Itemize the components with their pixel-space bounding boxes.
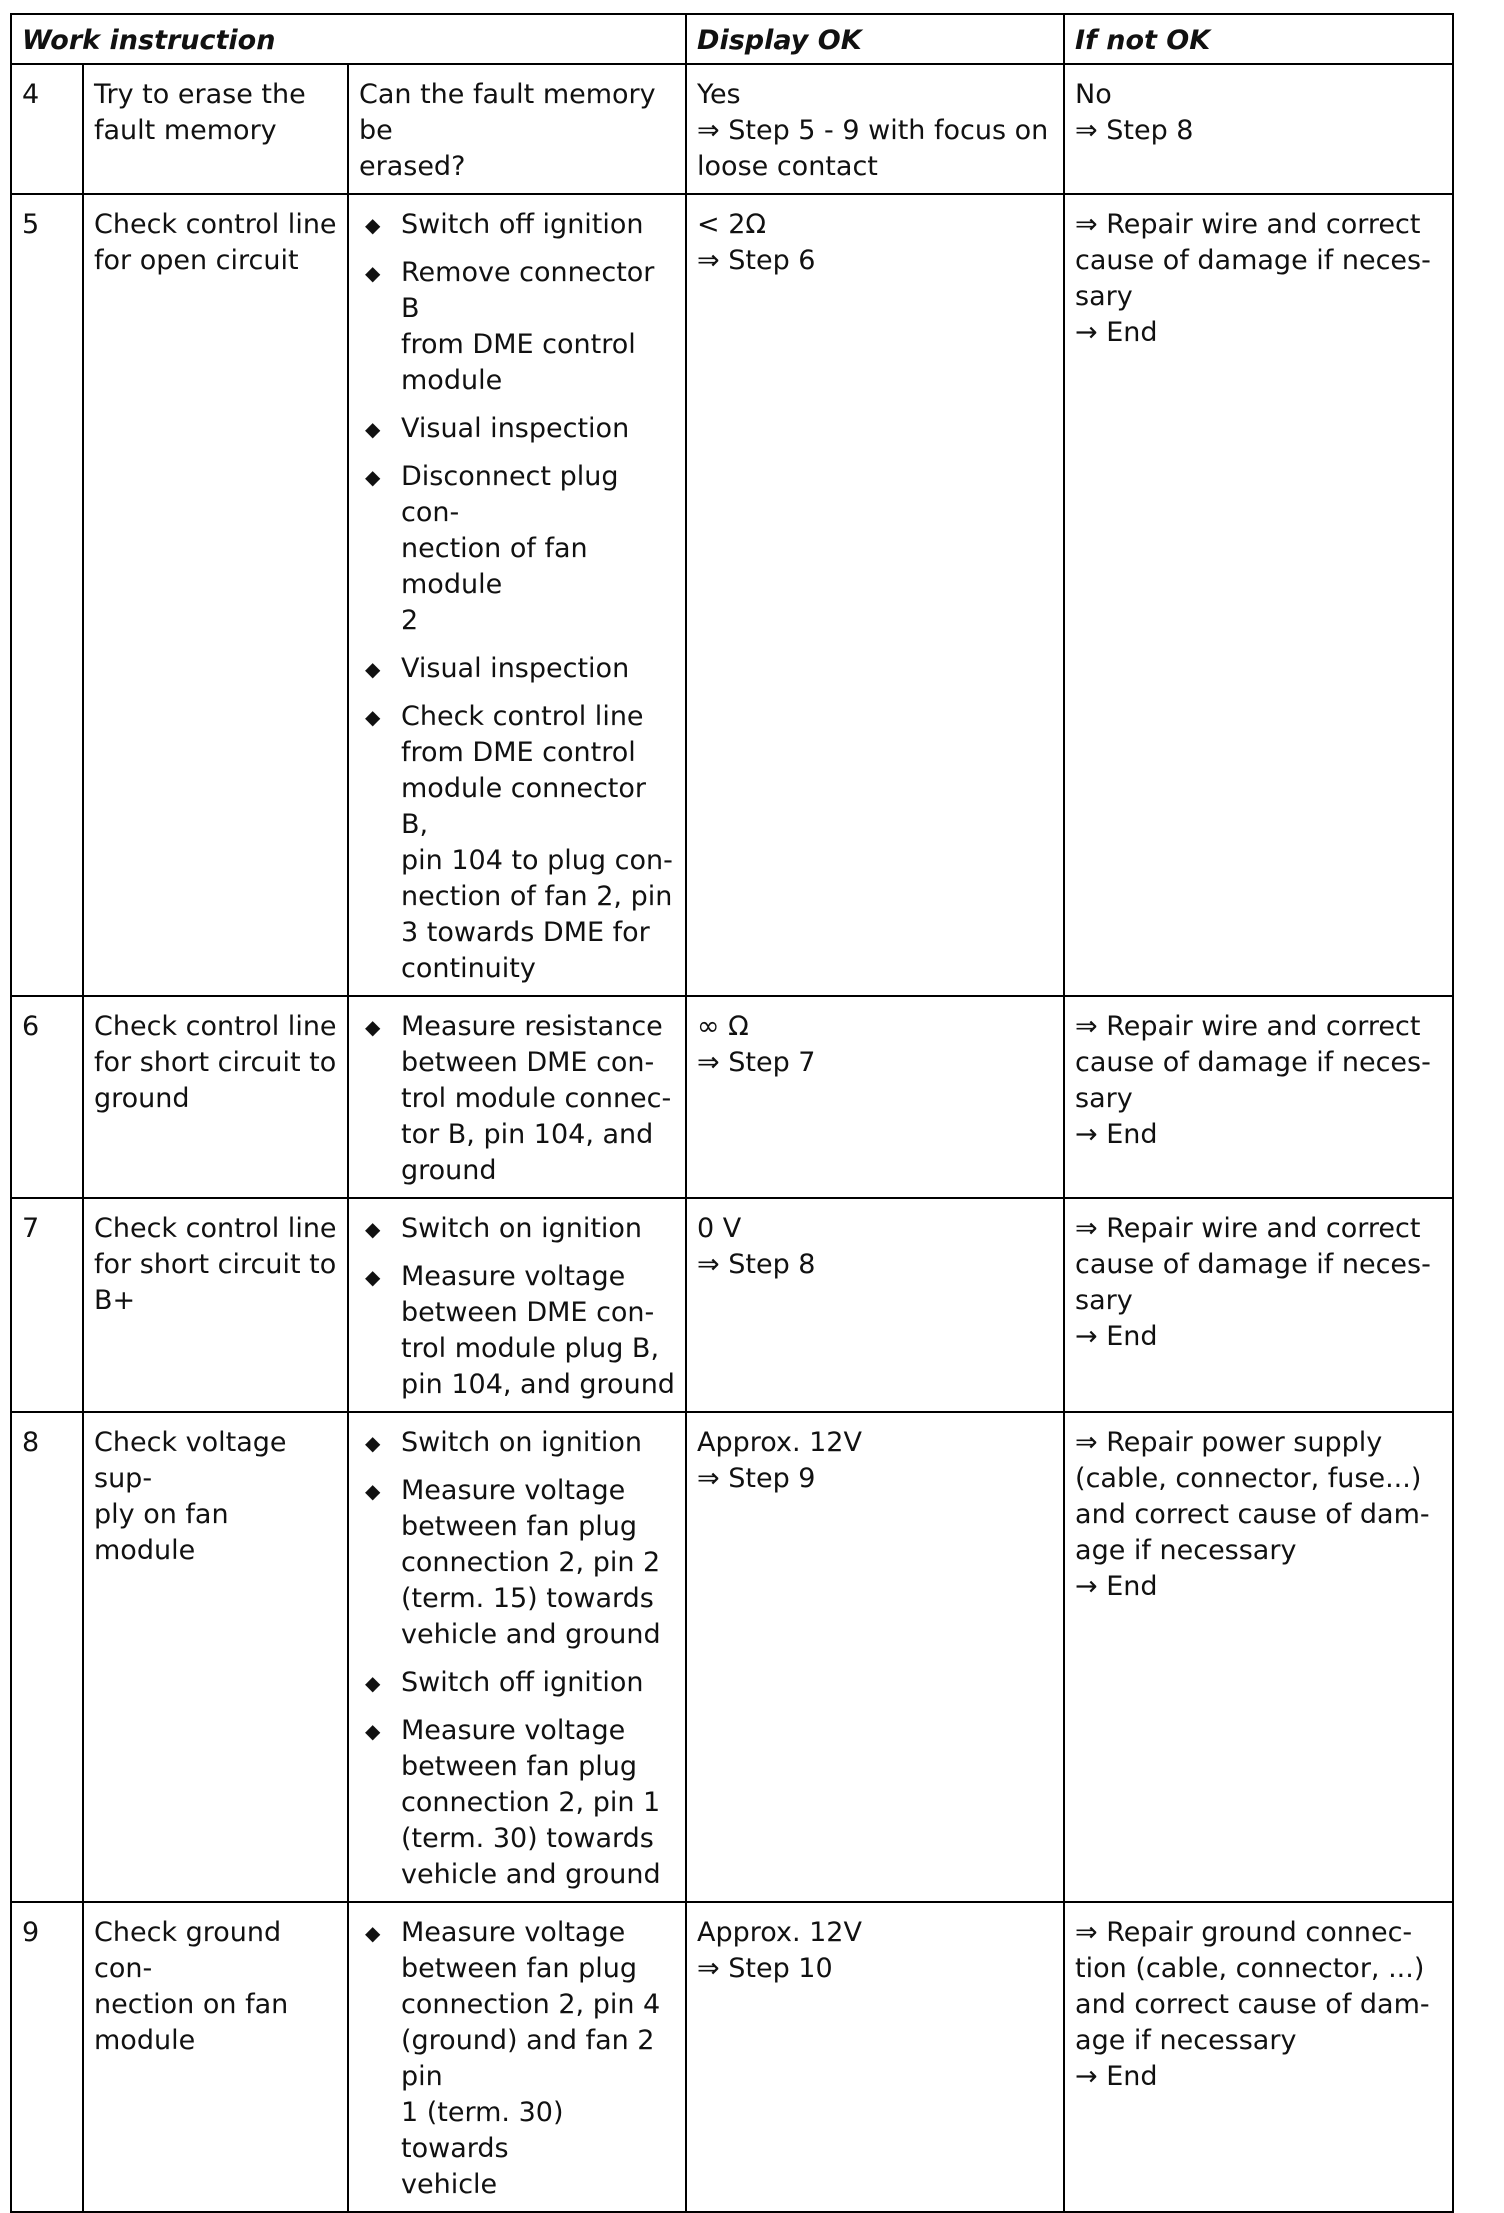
diamond-bullet-icon: ◆	[365, 705, 381, 729]
action-item-line: connection 2, pin 1	[401, 1787, 661, 1818]
step-actions	[348, 1902, 686, 2212]
if-not-ok-cell	[1064, 996, 1453, 1198]
display-ok-line: Yes	[697, 79, 741, 110]
step-title-line: Check voltage sup-	[94, 1427, 287, 1494]
action-item-line: from DME control	[401, 329, 636, 360]
display-ok-cell	[686, 1412, 1064, 1902]
action-item-line: Visual inspection	[401, 653, 630, 684]
step-actions	[348, 194, 686, 996]
display-ok-line: ∞ Ω	[697, 1011, 749, 1042]
action-item	[359, 699, 675, 987]
display-ok-cell	[686, 996, 1064, 1198]
action-item-line: ground	[401, 1155, 497, 1186]
step-title-line: ply on fan module	[94, 1499, 229, 1566]
header-work-instruction: Work instruction	[11, 14, 686, 64]
display-ok-line: ⇒ Step 8	[697, 1249, 816, 1280]
action-text-line: erased?	[359, 151, 466, 182]
action-item	[359, 207, 675, 243]
step-number: 7	[11, 1198, 83, 1412]
action-item-line: vehicle and ground	[401, 1859, 661, 1890]
display-ok-cell	[686, 194, 1064, 996]
action-item	[359, 255, 675, 399]
action-item-line: between fan plug	[401, 1511, 637, 1542]
action-item-line: module	[401, 365, 503, 396]
diamond-bullet-icon: ◆	[365, 1431, 381, 1455]
diamond-bullet-icon: ◆	[365, 1719, 381, 1743]
if-not-ok-line: ⇒ Repair power supply	[1075, 1427, 1383, 1458]
action-item-line: connection 2, pin 4	[401, 1989, 661, 2020]
action-item-line: between DME con-	[401, 1047, 655, 1078]
step-number: 5	[11, 194, 83, 996]
if-not-ok-cell	[1064, 1198, 1453, 1412]
if-not-ok-line: cause of damage if neces-	[1075, 245, 1431, 276]
step-title-line: for short circuit to	[94, 1249, 337, 1280]
if-not-ok-line: and correct cause of dam-	[1075, 1499, 1430, 1530]
display-ok-line: ⇒ Step 10	[697, 1953, 833, 1984]
display-ok-line: ⇒ Step 7	[697, 1047, 816, 1078]
display-ok-line: Approx. 12V	[697, 1917, 862, 1948]
step-title	[83, 1902, 348, 2212]
if-not-ok-line: No	[1075, 79, 1112, 110]
work-instruction-table	[10, 13, 1454, 2213]
step-title	[83, 996, 348, 1198]
diamond-bullet-icon: ◆	[365, 657, 381, 681]
step-title-line: fault memory	[94, 115, 277, 146]
action-item	[359, 1259, 675, 1403]
step-actions	[348, 1412, 686, 1902]
if-not-ok-cell	[1064, 1412, 1453, 1902]
action-item-line: 3 towards DME for	[401, 917, 650, 948]
action-item	[359, 459, 675, 639]
header-display-ok: Display OK	[686, 14, 1064, 64]
if-not-ok-line: ⇒ Repair wire and correct	[1075, 209, 1421, 240]
step-title-line: for short circuit to	[94, 1047, 337, 1078]
action-item-line: nection of fan 2, pin	[401, 881, 673, 912]
display-ok-line: ⇒ Step 6	[697, 245, 816, 276]
action-item-line: Switch on ignition	[401, 1427, 643, 1458]
if-not-ok-line: cause of damage if neces-	[1075, 1047, 1431, 1078]
action-list	[359, 207, 675, 987]
if-not-ok-line: ⇒ Step 8	[1075, 115, 1194, 146]
diamond-bullet-icon: ◆	[365, 1671, 381, 1695]
action-item-line: Measure resistance	[401, 1011, 663, 1042]
if-not-ok-line: (cable, connector, fuse...)	[1075, 1463, 1422, 1494]
action-item-line: Switch on ignition	[401, 1213, 643, 1244]
if-not-ok-line: cause of damage if neces-	[1075, 1249, 1431, 1280]
step-title-line: Check control line	[94, 209, 337, 240]
if-not-ok-line: → End	[1075, 1571, 1158, 1602]
action-item-line: module connector B,	[401, 773, 647, 840]
step-title-line: B+	[94, 1285, 136, 1316]
action-item-line: Visual inspection	[401, 413, 630, 444]
if-not-ok-line: → End	[1075, 2061, 1158, 2092]
if-not-ok-line: ⇒ Repair wire and correct	[1075, 1213, 1421, 1244]
diamond-bullet-icon: ◆	[365, 213, 381, 237]
display-ok-line: ⇒ Step 5 - 9 with focus on	[697, 115, 1049, 146]
action-list	[359, 1211, 675, 1403]
diamond-bullet-icon: ◆	[365, 1921, 381, 1945]
step-number: 8	[11, 1412, 83, 1902]
step-title-line: Check ground con-	[94, 1917, 282, 1984]
if-not-ok-line: → End	[1075, 1321, 1158, 1352]
table-row	[11, 64, 1453, 194]
action-item-line: tor B, pin 104, and	[401, 1119, 654, 1150]
table-row	[11, 1198, 1453, 1412]
if-not-ok-line: tion (cable, connector, ...)	[1075, 1953, 1425, 1984]
action-item	[359, 1425, 675, 1461]
if-not-ok-cell	[1064, 194, 1453, 996]
action-item	[359, 1009, 675, 1189]
if-not-ok-line: age if necessary	[1075, 2025, 1297, 2056]
action-item-line: trol module connec-	[401, 1083, 672, 1114]
step-title	[83, 194, 348, 996]
action-item	[359, 1713, 675, 1893]
action-item-line: Check control line	[401, 701, 644, 732]
action-item-line: Measure voltage	[401, 1715, 626, 1746]
action-item	[359, 1665, 675, 1701]
action-item-line: Measure voltage	[401, 1917, 626, 1948]
step-title-line: Check control line	[94, 1011, 337, 1042]
step-title	[83, 1412, 348, 1902]
table-row	[11, 1902, 1453, 2212]
diamond-bullet-icon: ◆	[365, 1015, 381, 1039]
action-item	[359, 1473, 675, 1653]
action-item-line: (ground) and fan 2 pin	[401, 2025, 655, 2092]
if-not-ok-cell	[1064, 64, 1453, 194]
action-list	[359, 1915, 675, 2203]
action-item	[359, 1915, 675, 2203]
if-not-ok-line: ⇒ Repair ground connec-	[1075, 1917, 1413, 1948]
diamond-bullet-icon: ◆	[365, 465, 381, 489]
step-title-line: Try to erase the	[94, 79, 306, 110]
if-not-ok-line: → End	[1075, 1119, 1158, 1150]
action-item-line: between fan plug	[401, 1953, 637, 1984]
step-title-line: Check control line	[94, 1213, 337, 1244]
step-title	[83, 64, 348, 194]
if-not-ok-line: age if necessary	[1075, 1535, 1297, 1566]
diamond-bullet-icon: ◆	[365, 261, 381, 285]
action-item	[359, 1211, 675, 1247]
action-item-line: Measure voltage	[401, 1475, 626, 1506]
display-ok-cell	[686, 1198, 1064, 1412]
step-title-line: ground	[94, 1083, 190, 1114]
action-item-line: Switch off ignition	[401, 209, 644, 240]
action-item-line: pin 104, and ground	[401, 1369, 675, 1400]
step-actions	[348, 1198, 686, 1412]
action-item	[359, 411, 675, 447]
step-actions	[348, 64, 686, 194]
display-ok-line: ⇒ Step 9	[697, 1463, 816, 1494]
table-header-row	[11, 14, 1453, 64]
if-not-ok-line: ⇒ Repair wire and correct	[1075, 1011, 1421, 1042]
step-actions	[348, 996, 686, 1198]
if-not-ok-line: sary	[1075, 1285, 1133, 1316]
table-row	[11, 1412, 1453, 1902]
action-item-line: between fan plug	[401, 1751, 637, 1782]
action-item-line: Disconnect plug con-	[401, 461, 619, 528]
action-item-line: 2	[401, 605, 419, 636]
display-ok-line: loose contact	[697, 151, 878, 182]
table-row	[11, 194, 1453, 996]
step-number: 6	[11, 996, 83, 1198]
step-title-line: for open circuit	[94, 245, 299, 276]
display-ok-cell	[686, 1902, 1064, 2212]
action-item-line: (term. 30) towards	[401, 1823, 654, 1854]
diamond-bullet-icon: ◆	[365, 1217, 381, 1241]
diamond-bullet-icon: ◆	[365, 1265, 381, 1289]
display-ok-cell	[686, 64, 1064, 194]
action-item-line: nection of fan module	[401, 533, 588, 600]
action-item-line: Measure voltage	[401, 1261, 626, 1292]
action-item-line: from DME control	[401, 737, 636, 768]
step-title-line: nection on fan	[94, 1989, 289, 2020]
action-text-line: Can the fault memory be	[359, 79, 656, 146]
action-item-line: connection 2, pin 2	[401, 1547, 661, 1578]
diamond-bullet-icon: ◆	[365, 1479, 381, 1503]
action-item-line: 1 (term. 30) towards	[401, 2097, 564, 2164]
if-not-ok-line: → End	[1075, 317, 1158, 348]
diamond-bullet-icon: ◆	[365, 417, 381, 441]
action-item	[359, 651, 675, 687]
action-item-line: pin 104 to plug con-	[401, 845, 673, 876]
header-if-not-ok: If not OK	[1064, 14, 1453, 64]
step-number: 4	[11, 64, 83, 194]
action-item-line: Switch off ignition	[401, 1667, 644, 1698]
action-item-line: (term. 15) towards	[401, 1583, 654, 1614]
action-item-line: Remove connector B	[401, 257, 655, 324]
if-not-ok-line: sary	[1075, 281, 1133, 312]
action-item-line: vehicle and ground	[401, 1619, 661, 1650]
if-not-ok-cell	[1064, 1902, 1453, 2212]
table-row	[11, 996, 1453, 1198]
action-item-line: trol module plug B,	[401, 1333, 660, 1364]
action-item-line: vehicle	[401, 2169, 498, 2200]
table-body	[11, 64, 1453, 2212]
action-item-line: continuity	[401, 953, 536, 984]
step-title-line: module	[94, 2025, 196, 2056]
display-ok-line: < 2Ω	[697, 209, 767, 240]
action-list	[359, 1009, 675, 1189]
if-not-ok-line: sary	[1075, 1083, 1133, 1114]
action-item-line: between DME con-	[401, 1297, 655, 1328]
step-number: 9	[11, 1902, 83, 2212]
action-list	[359, 1425, 675, 1893]
if-not-ok-line: and correct cause of dam-	[1075, 1989, 1430, 2020]
step-title	[83, 1198, 348, 1412]
display-ok-line: 0 V	[697, 1213, 742, 1244]
display-ok-line: Approx. 12V	[697, 1427, 862, 1458]
